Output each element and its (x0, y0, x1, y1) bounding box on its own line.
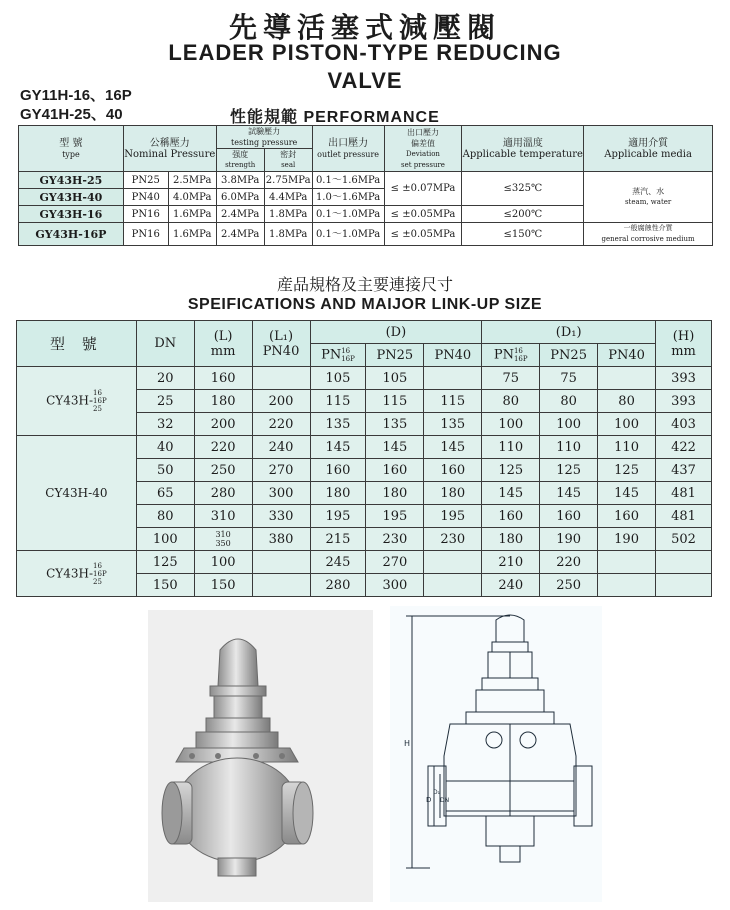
spec-cell-dn: 150 (136, 574, 194, 597)
model-prefix: CY43H- (46, 566, 94, 580)
perf-header-nominal (123, 126, 216, 172)
specs-header-row (17, 321, 712, 344)
perf-cell-media (584, 223, 713, 246)
dim-label-d: D (426, 796, 432, 804)
perf-header-deviation (384, 126, 462, 172)
spec-cell-d1-16: 75 (482, 367, 540, 390)
spec-cell-d16: 145 (310, 436, 366, 459)
model-variant-a: 16 (93, 389, 102, 397)
perf-header-seal-en: seal (281, 161, 296, 169)
perf-header-type-en: type (62, 149, 80, 159)
spec-cell-l-b: 350 (215, 539, 231, 548)
spec-model-group-1 (17, 367, 137, 436)
spec-cell-h: 393 (656, 367, 712, 390)
spec-cell-l: 150 (194, 574, 252, 597)
model-variant-a: 16 (93, 561, 102, 570)
perf-cell-mpa: 4.0MPa (168, 189, 216, 206)
spec-cell-h (656, 551, 712, 574)
spec-cell-d1-25: 100 (540, 413, 598, 436)
spec-cell-d25: 195 (366, 505, 424, 528)
spec-cell-d1-40: 125 (598, 459, 656, 482)
spec-cell-d1-40 (598, 551, 656, 574)
perf-media-cn: 蒸汽、水 (632, 187, 665, 196)
perf-media-cn: 一般腐蝕性介質 (623, 224, 673, 232)
spec-cell-d40: 230 (424, 528, 482, 551)
perf-cell-outlet: 0.1～1.6MPa (312, 172, 384, 189)
perf-cell-outlet: 0.1～1.0MPa (312, 223, 384, 246)
perf-cell-deviation: ≤ ±0.05MPa (384, 223, 462, 246)
spec-cell-d16: 135 (310, 413, 366, 436)
spec-cell-dn: 50 (136, 459, 194, 482)
spec-cell-l1: 200 (252, 390, 310, 413)
spec-cell-l: 220 (194, 436, 252, 459)
table-row (17, 436, 712, 459)
pn-sup: 16 (513, 347, 523, 355)
spec-cell-d1-40 (598, 367, 656, 390)
perf-header-type-cn: 型 號 (59, 137, 83, 149)
spec-cell-d1-40: 100 (598, 413, 656, 436)
spec-cell-d25: 270 (366, 551, 424, 574)
spec-header-l-unit: mm (210, 343, 236, 359)
perf-header-media-en: Applicable media (604, 148, 692, 160)
perf-media-en: steam, water (624, 198, 672, 206)
spec-cell-d1-16: 145 (482, 482, 540, 505)
spec-model-group-3 (17, 551, 137, 597)
perf-cell-seal: 1.8MPa (264, 223, 312, 246)
dim-label-d1: D₁ (433, 789, 441, 796)
spec-header-l1-label: (L₁) (269, 328, 294, 344)
spec-cell-l1 (252, 574, 310, 597)
spec-cell-d25: 135 (366, 413, 424, 436)
perf-header-outlet-cn: 出口壓力 (328, 137, 369, 149)
spec-header-l1-sub: PN40 (262, 343, 300, 359)
spec-cell-d1-16: 110 (482, 436, 540, 459)
spec-cell-l1: 240 (252, 436, 310, 459)
spec-cell-l-a: 310 (215, 530, 231, 539)
perf-header-strength-cn: 强度 (232, 150, 249, 159)
spec-cell-d16: 160 (310, 459, 366, 482)
spec-cell-d16: 215 (310, 528, 366, 551)
perf-header-test-cn: 試驗壓力 (248, 127, 281, 136)
spec-cell-d16: 280 (310, 574, 366, 597)
spec-cell-l1: 220 (252, 413, 310, 436)
spec-header-h (656, 321, 712, 367)
spec-cell-l: 250 (194, 459, 252, 482)
perf-cell-strength: 3.8MPa (216, 172, 264, 189)
model-variant-b: 16P (93, 569, 107, 578)
table-row (17, 551, 712, 574)
spec-cell-d1-25: 160 (540, 505, 598, 528)
spec-cell-l1: 300 (252, 482, 310, 505)
spec-cell-d1-40 (598, 574, 656, 597)
spec-header-d1-pn25: PN25 (540, 344, 598, 367)
perf-cell-seal: 1.8MPa (264, 206, 312, 223)
spec-header-d1-pn40: PN40 (598, 344, 656, 367)
perf-cell-pn: PN40 (123, 189, 168, 206)
spec-cell-d40: 115 (424, 390, 482, 413)
spec-header-d1: (D₁) (482, 321, 656, 344)
perf-cell-pn: PN16 (123, 223, 168, 246)
dim-label-h: H (404, 739, 411, 748)
spec-header-h-unit: mm (671, 343, 696, 359)
spec-cell-l: 310 (194, 505, 252, 528)
spec-cell-d40: 195 (424, 505, 482, 528)
model-prefix: CY43H- (46, 393, 94, 408)
spec-cell-h: 481 (656, 505, 712, 528)
model-variant-c: 25 (93, 577, 102, 586)
spec-header-l-label: (L) (213, 328, 233, 344)
spec-cell-d16: 180 (310, 482, 366, 505)
valve-photo (148, 610, 373, 902)
spec-cell-d40: 135 (424, 413, 482, 436)
page-title-en: LEADER PISTON-TYPE REDUCING (168, 40, 562, 65)
perf-cell-outlet: 1.0～1.6MPa (312, 189, 384, 206)
spec-model-group-2: CY43H-40 (17, 436, 137, 551)
spec-cell-d25: 160 (366, 459, 424, 482)
perf-header-media (584, 126, 713, 172)
spec-cell-l: 180 (194, 390, 252, 413)
spec-cell-d25: 230 (366, 528, 424, 551)
perf-header-nominal-cn: 公稱壓力 (149, 137, 190, 149)
pn-prefix: PN (493, 347, 514, 363)
spec-cell-d25: 115 (366, 390, 424, 413)
spec-cell-l (194, 528, 252, 551)
spec-header-d-pn25: PN25 (366, 344, 424, 367)
perf-cell-outlet: 0.1～1.0MPa (312, 206, 384, 223)
perf-header-outlet-en: outlet pressure (317, 149, 380, 159)
valve-technical-drawing (390, 606, 602, 902)
perf-header-temp-en: Applicable temperature (462, 148, 583, 160)
specs-title-en: SPEIFICATIONS AND MAIJOR LINK-UP SIZE (187, 296, 543, 313)
spec-cell-dn: 100 (136, 528, 194, 551)
perf-cell-strength: 2.4MPa (216, 223, 264, 246)
perf-header-testing (216, 126, 312, 149)
pn-sub: 16P (341, 355, 355, 363)
spec-cell-l1: 380 (252, 528, 310, 551)
spec-cell-h: 393 (656, 390, 712, 413)
spec-cell-d25: 145 (366, 436, 424, 459)
spec-cell-d1-16: 160 (482, 505, 540, 528)
spec-cell-d1-25: 125 (540, 459, 598, 482)
perf-cell-temperature: ≤325℃ (462, 172, 584, 206)
perf-media-en: general corrosive medium (601, 235, 695, 243)
perf-cell-mpa: 2.5MPa (168, 172, 216, 189)
spec-cell-d40 (424, 574, 482, 597)
spec-header-model: 型 號 (17, 321, 137, 367)
spec-cell-d1-40: 145 (598, 482, 656, 505)
perf-cell-temperature: ≤150℃ (462, 223, 584, 246)
perf-cell-deviation: ≤ ±0.07MPa (384, 172, 462, 206)
spec-cell-d1-16: 80 (482, 390, 540, 413)
spec-cell-d1-25: 190 (540, 528, 598, 551)
perf-cell-model: GY43H-16 (19, 206, 124, 223)
table-row (19, 223, 713, 246)
model-list-1: GY11H-16、16P (20, 87, 132, 104)
spec-cell-dn: 40 (136, 436, 194, 459)
perf-header-temperature (462, 126, 584, 172)
spec-cell-d1-25: 250 (540, 574, 598, 597)
spec-cell-d16: 105 (310, 367, 366, 390)
table-row (17, 367, 712, 390)
perf-header-deviation-en1: Deviation (406, 149, 440, 158)
page-title-en-line2: VALVE (327, 68, 403, 93)
spec-cell-l: 160 (194, 367, 252, 390)
spec-cell-dn: 20 (136, 367, 194, 390)
spec-cell-l1: 330 (252, 505, 310, 528)
spec-cell-d1-25: 80 (540, 390, 598, 413)
spec-cell-d1-25: 220 (540, 551, 598, 574)
spec-header-d-pn40: PN40 (424, 344, 482, 367)
spec-cell-d16: 115 (310, 390, 366, 413)
perf-header-test-en: testing pressure (231, 138, 298, 147)
perf-header-deviation-cn2: 偏差值 (410, 138, 435, 148)
spec-cell-dn: 25 (136, 390, 194, 413)
perf-header-strength (216, 149, 264, 172)
perf-header-outlet (312, 126, 384, 172)
valve-photo-illustration (148, 610, 373, 902)
spec-cell-h: 403 (656, 413, 712, 436)
pn-sup: 16 (341, 347, 351, 355)
perf-header-temp-cn: 適用溫度 (502, 137, 543, 149)
spec-cell-d1-16: 210 (482, 551, 540, 574)
perf-cell-model: GY43H-40 (19, 189, 124, 206)
table-row (19, 172, 713, 189)
drawing-illustration (390, 606, 602, 902)
perf-header-nominal-en: Nominal Pressure (124, 148, 216, 160)
perf-cell-pn: PN16 (123, 206, 168, 223)
spec-cell-dn: 65 (136, 482, 194, 505)
perf-cell-deviation: ≤ ±0.05MPa (384, 206, 462, 223)
perf-header-deviation-cn1: 出口壓力 (406, 127, 439, 137)
spec-cell-d1-25: 110 (540, 436, 598, 459)
spec-header-l (194, 321, 252, 367)
spec-cell-d40 (424, 367, 482, 390)
spec-cell-d1-16: 100 (482, 413, 540, 436)
spec-cell-d1-40: 110 (598, 436, 656, 459)
spec-cell-d1-40: 80 (598, 390, 656, 413)
spec-cell-h: 437 (656, 459, 712, 482)
model-variant-b: 16P (93, 397, 107, 405)
perf-cell-pn: PN25 (123, 172, 168, 189)
perf-header-media-cn: 適用介質 (628, 137, 669, 149)
specs-table (16, 320, 712, 597)
spec-cell-d1-16: 240 (482, 574, 540, 597)
perf-cell-strength: 6.0MPa (216, 189, 264, 206)
spec-cell-l: 200 (194, 413, 252, 436)
perf-cell-mpa: 1.6MPa (168, 206, 216, 223)
spec-cell-h: 422 (656, 436, 712, 459)
perf-cell-media (584, 172, 713, 223)
spec-header-d-pn16 (310, 344, 366, 367)
spec-cell-l1 (252, 551, 310, 574)
perf-cell-strength: 2.4MPa (216, 206, 264, 223)
spec-cell-l: 280 (194, 482, 252, 505)
spec-header-h-label: (H) (672, 328, 695, 344)
perf-header-deviation-en2: set pressure (401, 160, 445, 169)
spec-cell-d40 (424, 551, 482, 574)
pn-prefix: PN (321, 347, 342, 363)
dim-label-dn: DN (440, 797, 450, 804)
spec-cell-d40: 145 (424, 436, 482, 459)
spec-header-l1 (252, 321, 310, 367)
spec-cell-d1-40: 190 (598, 528, 656, 551)
performance-title: 性能規範 PERFORMANCE (230, 109, 440, 126)
perf-cell-mpa: 1.6MPa (168, 223, 216, 246)
spec-cell-d1-40: 160 (598, 505, 656, 528)
perf-header-type (19, 126, 124, 172)
spec-header-d: (D) (310, 321, 482, 344)
perf-cell-seal: 2.75MPa (264, 172, 312, 189)
spec-cell-h: 502 (656, 528, 712, 551)
model-list-2: GY41H-25、40 (20, 106, 123, 123)
page-title-cn: 先導活塞式減壓閥 (228, 11, 501, 44)
perf-header-strength-en: strength (225, 161, 256, 169)
pn-sub: 16P (513, 355, 528, 363)
spec-cell-l: 100 (194, 551, 252, 574)
perf-cell-seal: 4.4MPa (264, 189, 312, 206)
perf-cell-temperature: ≤200℃ (462, 206, 584, 223)
perf-header-seal-cn: 密封 (280, 150, 297, 159)
spec-cell-l1: 270 (252, 459, 310, 482)
spec-cell-dn: 80 (136, 505, 194, 528)
spec-cell-d1-25: 75 (540, 367, 598, 390)
spec-cell-d40: 180 (424, 482, 482, 505)
specs-title-cn: 産品規格及主要連接尺寸 (276, 275, 453, 294)
spec-header-d1-pn16 (482, 344, 540, 367)
spec-cell-d25: 180 (366, 482, 424, 505)
spec-cell-d1-16: 180 (482, 528, 540, 551)
spec-header-dn: DN (136, 321, 194, 367)
spec-cell-d16: 195 (310, 505, 366, 528)
spec-cell-d1-25: 145 (540, 482, 598, 505)
model-variant-c: 25 (93, 405, 102, 413)
spec-cell-l1 (252, 367, 310, 390)
spec-cell-d1-16: 125 (482, 459, 540, 482)
spec-cell-d25: 300 (366, 574, 424, 597)
perf-cell-model: GY43H-16P (19, 223, 124, 246)
spec-cell-h (656, 574, 712, 597)
perf-cell-model: GY43H-25 (19, 172, 124, 189)
spec-cell-dn: 125 (136, 551, 194, 574)
spec-cell-d25: 105 (366, 367, 424, 390)
spec-cell-dn: 32 (136, 413, 194, 436)
performance-table (18, 125, 713, 246)
spec-cell-d40: 160 (424, 459, 482, 482)
spec-cell-d16: 245 (310, 551, 366, 574)
spec-cell-h: 481 (656, 482, 712, 505)
performance-header-row (19, 126, 713, 149)
perf-header-seal (264, 149, 312, 172)
